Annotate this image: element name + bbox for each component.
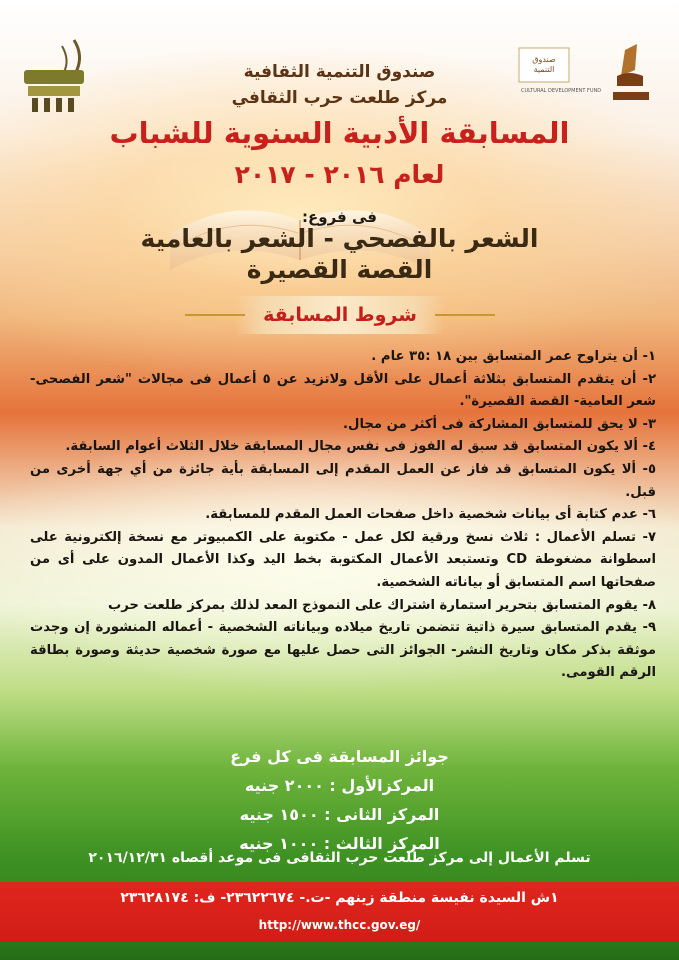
condition-item: ٣- لا يحق للمتسابق المشاركة فى أكثر من مجال. [343,416,656,432]
branches-short-story: القصة القصيرة [246,255,433,284]
condition-item: ٨- يقوم المتسابق بتحرير استمارة اشتراك على النموذج المعد لذلك بمركز طلعت حرب [107,597,656,613]
condition-item: ٦- عدم كتابة أى بيانات شخصية داخل صفحات العمل المقدم للمسابقة. [205,507,656,523]
svg-text:CULTURAL DEVELOPMENT FUND: CULTURAL DEVELOPMENT FUND [521,88,602,94]
bottom-band [0,942,679,960]
prizes-section [0,742,679,858]
conditions-list [30,346,656,685]
condition-item: ٩- يقدم المتسابق سيرة ذاتية تتضمن تاريخ ميلاده وبياناته الشخصية - أعماله المنشورة إن وجدت موثقة بذكر مكان وتاريخ النشر- الجوائز التى حصل عليها مع صورة شخصية حديثة وصورة بطاقة الرقم القومى. [30,620,656,681]
prize-first: المركزالأول : ٢٠٠٠ جنيه [244,776,435,795]
competition-title: المسابقة الأدبية السنوية للشباب [109,116,570,150]
org-name-line: صندوق التنمية الثقافية [243,62,436,82]
footer-bar [0,882,679,942]
footer-address: ١ش السيدة نفيسة منطقة زينهم -ت.- ٢٣٦٢٢٦٧٤- ف: ٢٣٦٢٨١٧٤ [120,890,559,906]
prize-second: المركز الثانى : ١٥٠٠ جنيه [239,805,440,824]
conditions-heading: شروط المسابقة [235,296,445,334]
website-link[interactable]: http://www.thcc.gov.eg/ [258,918,421,932]
svg-text:التنمية: التنمية [533,65,555,74]
branches-label: فى فروع: [302,208,377,226]
center-name-line: مركز طلعت حرب الثقافي [231,88,448,108]
condition-item: ١- أن يتراوح عمر المتسابق بين ١٨ :٣٥ عام . [371,349,656,364]
competition-year: لعام ٢٠١٦ - ٢٠١٧ [234,160,445,189]
prizes-heading: جوائز المسابقة فى كل فرع [230,747,449,766]
condition-item: ٧- تسلم الأعمال : ثلاث نسخ ورقية لكل عمل - مكتوبة على الكمبيوتر مع نسخة إلكترونية على اسطوانة مضغوطة CD وتستبعد الأعمال المكتوبة بخط اليد وكذا الأعمال المدون على أى من صفحاتها اسم المتسابق أو بياناته الشخصية. [30,529,657,590]
condition-item: ٥- ألا يكون المتسابق قد فاز عن العمل المقدم إلى المسابقة بأية جائزة من أي جهة أخرى من قبل. [30,461,656,500]
submission-deadline: تسلم الأعمال إلى مركز طلعت حرب الثقافى فى موعد أقصاه ٢٠١٦/١٢/٣١ [88,850,591,866]
condition-item: ٢- أن يتقدم المتسابق بثلاثة أعمال على الأقل ولاتزيد عن ٥ أعمال فى مجالات "شعر الفصحى- شعر العامية- القصة القصيرة". [30,371,657,410]
branches-poetry: الشعر بالفصحي - الشعر بالعامية [140,224,539,253]
condition-item: ٤- ألا يكون المتسابق قد سبق له الفوز فى نفس مجال المسابقة خلال الثلاث أعوام السابقة. [65,439,656,455]
svg-text:صندوق: صندوق [532,55,556,64]
prize-third: المركز الثالث : ١٠٠٠ جنيه [239,834,440,853]
